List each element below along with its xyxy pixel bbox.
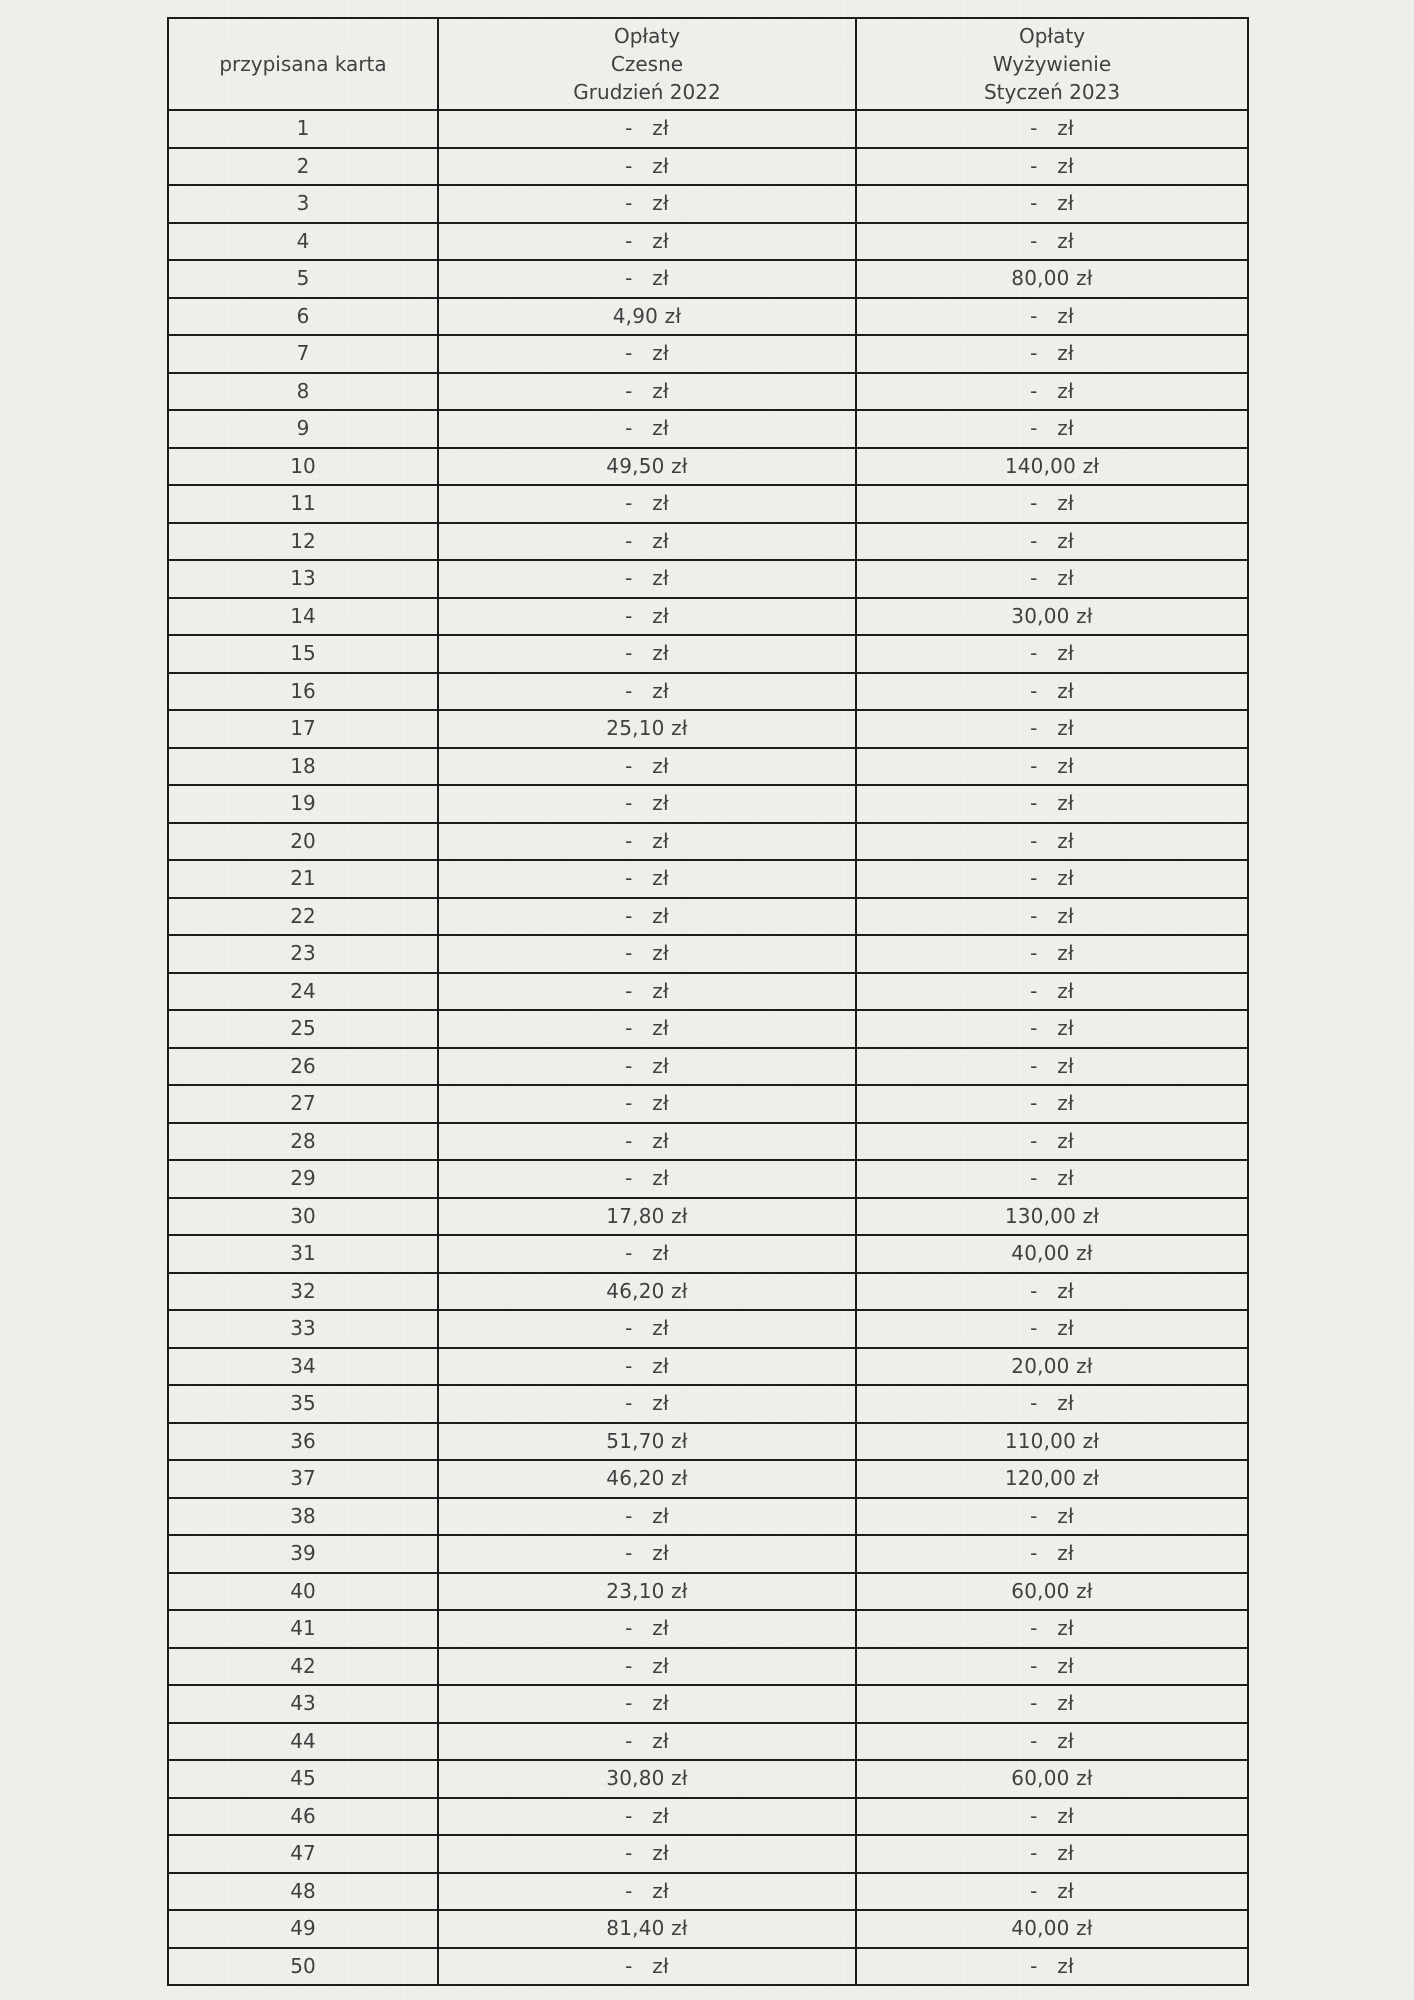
header-food-line-2: Wyżywienie: [992, 52, 1112, 76]
tuition-fee-cell: - zł: [438, 110, 856, 148]
table-row: [168, 1910, 1248, 1948]
card-number-cell: 30: [168, 1198, 438, 1236]
tuition-fee-cell: - zł: [438, 785, 856, 823]
header-tuition: [438, 18, 856, 110]
food-fee-cell: - zł: [856, 1498, 1248, 1536]
card-number-cell: 32: [168, 1273, 438, 1311]
table-row: [168, 1423, 1248, 1461]
food-fee-cell: - zł: [856, 1648, 1248, 1686]
header-tuition-line-2: Czesne: [610, 52, 684, 76]
table-row: [168, 110, 1248, 148]
table-row: [168, 748, 1248, 786]
food-fee-cell: - zł: [856, 1873, 1248, 1911]
card-number-cell: 12: [168, 523, 438, 561]
card-number-cell: 7: [168, 335, 438, 373]
card-number-cell: 9: [168, 410, 438, 448]
table-row: [168, 635, 1248, 673]
food-fee-cell: - zł: [856, 223, 1248, 261]
card-number-cell: 46: [168, 1798, 438, 1836]
card-number-cell: 34: [168, 1348, 438, 1386]
table-row: [168, 1498, 1248, 1536]
fees-sheet: [167, 17, 1247, 1986]
card-number-cell: 23: [168, 935, 438, 973]
table-row: [168, 148, 1248, 186]
card-number-cell: 6: [168, 298, 438, 336]
header-card-label: przypisana karta: [219, 52, 387, 76]
food-fee-cell: - zł: [856, 560, 1248, 598]
card-number-cell: 41: [168, 1610, 438, 1648]
header-tuition-line-1: Opłaty: [613, 24, 681, 48]
tuition-fee-cell: - zł: [438, 1010, 856, 1048]
food-fee-cell: - zł: [856, 1535, 1248, 1573]
card-number-cell: 10: [168, 448, 438, 486]
card-number-cell: 20: [168, 823, 438, 861]
table-row: [168, 598, 1248, 636]
food-fee-cell: - zł: [856, 1085, 1248, 1123]
header-food: [856, 18, 1248, 110]
fees-table: [167, 17, 1249, 1986]
table-row: [168, 560, 1248, 598]
table-row: [168, 1310, 1248, 1348]
table-row: [168, 1535, 1248, 1573]
table-row: [168, 1385, 1248, 1423]
food-fee-cell: - zł: [856, 710, 1248, 748]
table-body: [168, 110, 1248, 1985]
tuition-fee-cell: - zł: [438, 1873, 856, 1911]
food-fee-cell: - zł: [856, 523, 1248, 561]
food-fee-cell: - zł: [856, 785, 1248, 823]
card-number-cell: 25: [168, 1010, 438, 1048]
header-card: [168, 18, 438, 110]
food-fee-cell: - zł: [856, 748, 1248, 786]
table-row: [168, 1573, 1248, 1611]
card-number-cell: 28: [168, 1123, 438, 1161]
food-fee-cell: 60,00 zł: [856, 1573, 1248, 1611]
food-fee-cell: - zł: [856, 185, 1248, 223]
table-row: [168, 673, 1248, 711]
food-fee-cell: 140,00 zł: [856, 448, 1248, 486]
card-number-cell: 35: [168, 1385, 438, 1423]
table-row: [168, 1010, 1248, 1048]
card-number-cell: 16: [168, 673, 438, 711]
food-fee-cell: - zł: [856, 1160, 1248, 1198]
table-row: [168, 1235, 1248, 1273]
food-fee-cell: - zł: [856, 1610, 1248, 1648]
table-row: [168, 1723, 1248, 1761]
card-number-cell: 37: [168, 1460, 438, 1498]
card-number-cell: 44: [168, 1723, 438, 1761]
food-fee-cell: - zł: [856, 673, 1248, 711]
tuition-fee-cell: 25,10 zł: [438, 710, 856, 748]
food-fee-cell: - zł: [856, 1798, 1248, 1836]
tuition-fee-cell: 4,90 zł: [438, 298, 856, 336]
tuition-fee-cell: - zł: [438, 410, 856, 448]
table-row: [168, 448, 1248, 486]
food-fee-cell: - zł: [856, 298, 1248, 336]
table-row: [168, 785, 1248, 823]
card-number-cell: 11: [168, 485, 438, 523]
table-row: [168, 223, 1248, 261]
table-row: [168, 1273, 1248, 1311]
food-fee-cell: 120,00 zł: [856, 1460, 1248, 1498]
tuition-fee-cell: - zł: [438, 673, 856, 711]
table-row: [168, 485, 1248, 523]
tuition-fee-cell: - zł: [438, 1685, 856, 1723]
table-row: [168, 335, 1248, 373]
table-row: [168, 1160, 1248, 1198]
food-fee-cell: 130,00 zł: [856, 1198, 1248, 1236]
tuition-fee-cell: - zł: [438, 1835, 856, 1873]
card-number-cell: 4: [168, 223, 438, 261]
tuition-fee-cell: - zł: [438, 1723, 856, 1761]
tuition-fee-cell: - zł: [438, 1123, 856, 1161]
header-row: [168, 18, 1248, 110]
tuition-fee-cell: - zł: [438, 748, 856, 786]
food-fee-cell: - zł: [856, 1010, 1248, 1048]
tuition-fee-cell: - zł: [438, 335, 856, 373]
tuition-fee-cell: - zł: [438, 1498, 856, 1536]
tuition-fee-cell: - zł: [438, 935, 856, 973]
food-fee-cell: 110,00 zł: [856, 1423, 1248, 1461]
tuition-fee-cell: - zł: [438, 523, 856, 561]
tuition-fee-cell: - zł: [438, 635, 856, 673]
card-number-cell: 27: [168, 1085, 438, 1123]
tuition-fee-cell: 23,10 zł: [438, 1573, 856, 1611]
food-fee-cell: - zł: [856, 823, 1248, 861]
food-fee-cell: - zł: [856, 1310, 1248, 1348]
header-food-line-1: Opłaty: [1018, 24, 1086, 48]
tuition-fee-cell: - zł: [438, 823, 856, 861]
food-fee-cell: - zł: [856, 1123, 1248, 1161]
card-number-cell: 5: [168, 260, 438, 298]
card-number-cell: 50: [168, 1948, 438, 1986]
table-header: [168, 18, 1248, 110]
tuition-fee-cell: - zł: [438, 973, 856, 1011]
tuition-fee-cell: 46,20 zł: [438, 1273, 856, 1311]
food-fee-cell: - zł: [856, 860, 1248, 898]
table-row: [168, 860, 1248, 898]
food-fee-cell: - zł: [856, 110, 1248, 148]
card-number-cell: 15: [168, 635, 438, 673]
header-food-line-3: Styczeń 2023: [983, 80, 1121, 104]
tuition-fee-cell: 30,80 zł: [438, 1760, 856, 1798]
food-fee-cell: - zł: [856, 373, 1248, 411]
header-tuition-line-3: Grudzień 2022: [573, 80, 721, 104]
table-row: [168, 185, 1248, 223]
tuition-fee-cell: - zł: [438, 1648, 856, 1686]
food-fee-cell: - zł: [856, 1835, 1248, 1873]
table-row: [168, 935, 1248, 973]
card-number-cell: 26: [168, 1048, 438, 1086]
food-fee-cell: - zł: [856, 1048, 1248, 1086]
food-fee-cell: - zł: [856, 148, 1248, 186]
food-fee-cell: - zł: [856, 485, 1248, 523]
card-number-cell: 29: [168, 1160, 438, 1198]
table-row: [168, 373, 1248, 411]
food-fee-cell: 30,00 zł: [856, 598, 1248, 636]
table-row: [168, 1348, 1248, 1386]
table-row: [168, 1798, 1248, 1836]
card-number-cell: 38: [168, 1498, 438, 1536]
food-fee-cell: - zł: [856, 335, 1248, 373]
tuition-fee-cell: 51,70 zł: [438, 1423, 856, 1461]
card-number-cell: 43: [168, 1685, 438, 1723]
food-fee-cell: 60,00 zł: [856, 1760, 1248, 1798]
tuition-fee-cell: - zł: [438, 560, 856, 598]
card-number-cell: 21: [168, 860, 438, 898]
table-row: [168, 1048, 1248, 1086]
food-fee-cell: - zł: [856, 1685, 1248, 1723]
tuition-fee-cell: 81,40 zł: [438, 1910, 856, 1948]
food-fee-cell: - zł: [856, 935, 1248, 973]
card-number-cell: 36: [168, 1423, 438, 1461]
table-row: [168, 410, 1248, 448]
food-fee-cell: - zł: [856, 1385, 1248, 1423]
card-number-cell: 22: [168, 898, 438, 936]
table-row: [168, 973, 1248, 1011]
food-fee-cell: - zł: [856, 898, 1248, 936]
card-number-cell: 42: [168, 1648, 438, 1686]
tuition-fee-cell: - zł: [438, 1235, 856, 1273]
card-number-cell: 19: [168, 785, 438, 823]
card-number-cell: 45: [168, 1760, 438, 1798]
tuition-fee-cell: - zł: [438, 223, 856, 261]
card-number-cell: 47: [168, 1835, 438, 1873]
table-row: [168, 1948, 1248, 1986]
food-fee-cell: - zł: [856, 635, 1248, 673]
food-fee-cell: 80,00 zł: [856, 260, 1248, 298]
table-row: [168, 1685, 1248, 1723]
table-row: [168, 1198, 1248, 1236]
card-number-cell: 31: [168, 1235, 438, 1273]
tuition-fee-cell: - zł: [438, 1535, 856, 1573]
tuition-fee-cell: - zł: [438, 485, 856, 523]
food-fee-cell: - zł: [856, 973, 1248, 1011]
tuition-fee-cell: - zł: [438, 1048, 856, 1086]
card-number-cell: 24: [168, 973, 438, 1011]
food-fee-cell: 20,00 zł: [856, 1348, 1248, 1386]
tuition-fee-cell: - zł: [438, 185, 856, 223]
tuition-fee-cell: - zł: [438, 1385, 856, 1423]
tuition-fee-cell: 17,80 zł: [438, 1198, 856, 1236]
tuition-fee-cell: - zł: [438, 1160, 856, 1198]
card-number-cell: 2: [168, 148, 438, 186]
tuition-fee-cell: - zł: [438, 860, 856, 898]
card-number-cell: 49: [168, 1910, 438, 1948]
food-fee-cell: 40,00 zł: [856, 1910, 1248, 1948]
card-number-cell: 1: [168, 110, 438, 148]
food-fee-cell: 40,00 zł: [856, 1235, 1248, 1273]
table-row: [168, 1835, 1248, 1873]
food-fee-cell: - zł: [856, 1273, 1248, 1311]
table-row: [168, 260, 1248, 298]
tuition-fee-cell: - zł: [438, 373, 856, 411]
food-fee-cell: - zł: [856, 1723, 1248, 1761]
tuition-fee-cell: - zł: [438, 1348, 856, 1386]
card-number-cell: 18: [168, 748, 438, 786]
card-number-cell: 17: [168, 710, 438, 748]
tuition-fee-cell: - zł: [438, 148, 856, 186]
tuition-fee-cell: - zł: [438, 1310, 856, 1348]
card-number-cell: 13: [168, 560, 438, 598]
table-row: [168, 298, 1248, 336]
tuition-fee-cell: - zł: [438, 1085, 856, 1123]
table-row: [168, 1648, 1248, 1686]
table-row: [168, 1873, 1248, 1911]
card-number-cell: 33: [168, 1310, 438, 1348]
table-row: [168, 823, 1248, 861]
tuition-fee-cell: 46,20 zł: [438, 1460, 856, 1498]
table-row: [168, 898, 1248, 936]
tuition-fee-cell: - zł: [438, 1798, 856, 1836]
table-row: [168, 1123, 1248, 1161]
tuition-fee-cell: - zł: [438, 598, 856, 636]
card-number-cell: 14: [168, 598, 438, 636]
card-number-cell: 40: [168, 1573, 438, 1611]
table-row: [168, 1460, 1248, 1498]
tuition-fee-cell: - zł: [438, 898, 856, 936]
food-fee-cell: - zł: [856, 410, 1248, 448]
tuition-fee-cell: - zł: [438, 260, 856, 298]
tuition-fee-cell: - zł: [438, 1610, 856, 1648]
table-row: [168, 710, 1248, 748]
card-number-cell: 39: [168, 1535, 438, 1573]
table-row: [168, 1610, 1248, 1648]
tuition-fee-cell: - zł: [438, 1948, 856, 1986]
card-number-cell: 48: [168, 1873, 438, 1911]
card-number-cell: 8: [168, 373, 438, 411]
table-row: [168, 523, 1248, 561]
card-number-cell: 3: [168, 185, 438, 223]
food-fee-cell: - zł: [856, 1948, 1248, 1986]
tuition-fee-cell: 49,50 zł: [438, 448, 856, 486]
table-row: [168, 1085, 1248, 1123]
table-row: [168, 1760, 1248, 1798]
